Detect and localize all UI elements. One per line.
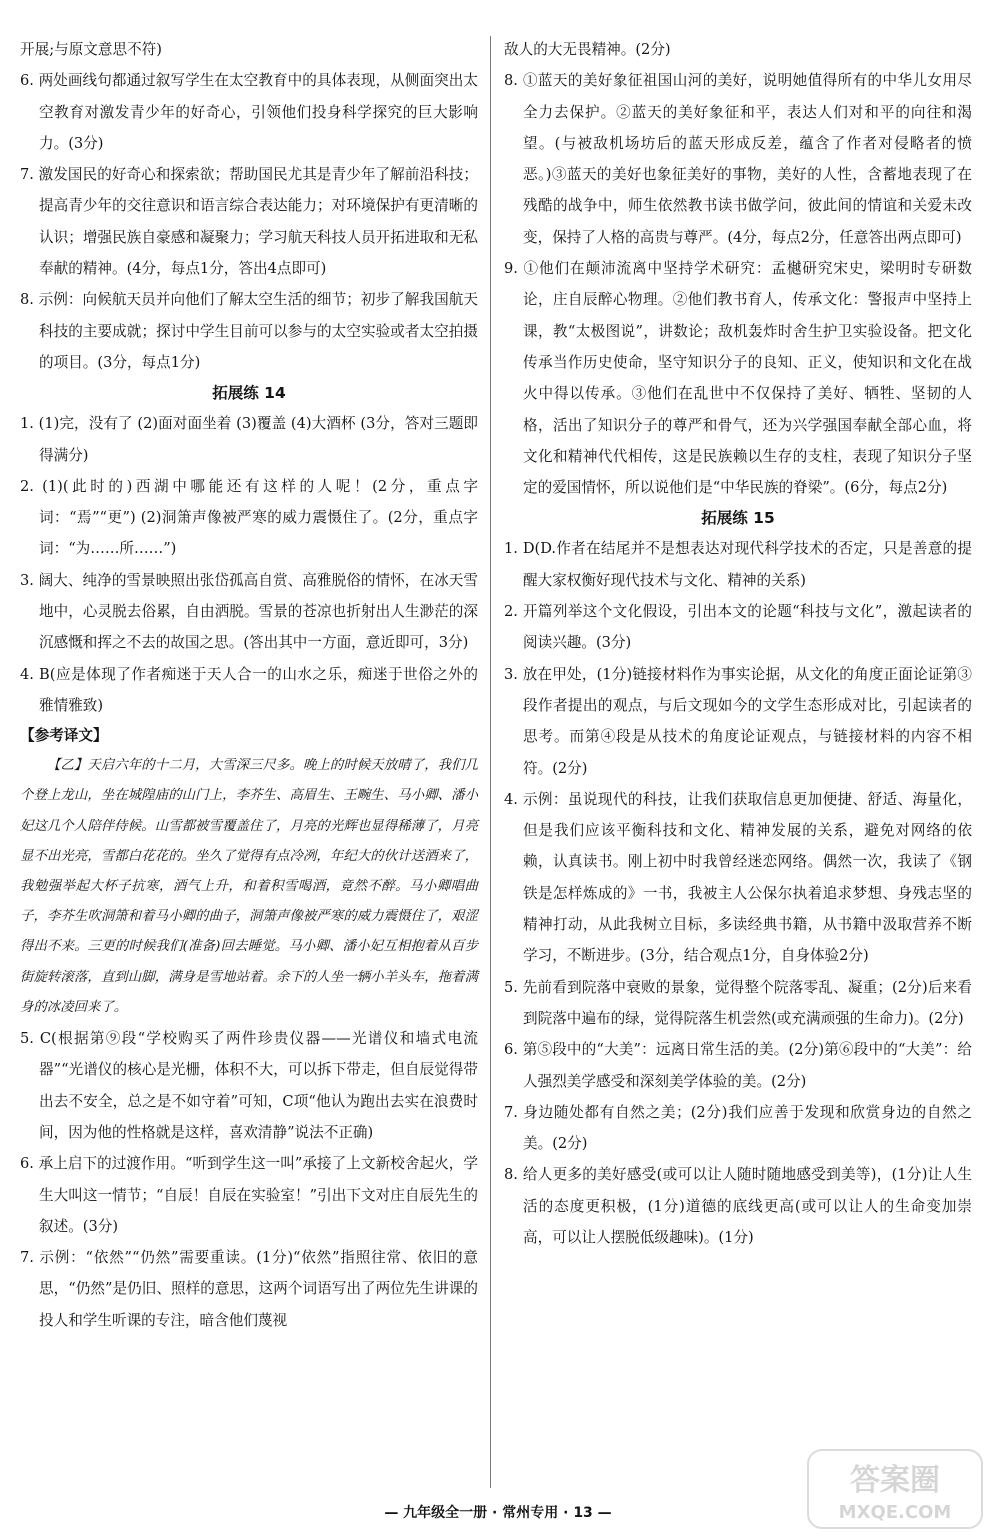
answer-item: 1. D(D.作者在结尾并不是想表达对现代科学技术的否定，只是善意的提醒大家权衡好现代技术与文化、精神的关系) (504, 540, 972, 589)
answer-item: 3. 阔大、纯净的雪景映照出张岱孤高自赏、高雅脱俗的情怀，在冰天雪地中，心灵脱去俗累，自由洒脱。雪景的苍凉也折射出人生渺茫的深沉感慨和挥之不去的故国之思。(答出其中一方面，意近即可，3分) (20, 571, 478, 652)
left-column (20, 34, 478, 1336)
watermark-line1: 答案圈 (850, 1463, 940, 1498)
answer-item: 7. 身边随处都有自然之美；(2分)我们应善于发现和欣赏身边的自然之美。(2分) (504, 1103, 972, 1153)
answer-item: 2. 开篇列举这个文化假设，引出本文的论题“科技与文化”，激起读者的阅读兴趣。(3分) (504, 603, 972, 652)
watermark-line2: MXQE.COM (838, 1502, 952, 1523)
reference-translation-text: 【乙】天启六年的十二月，大雪深三尺多。晚上的时候天放晴了，我们几个登上龙山，坐在城隍庙的山门上，李芥生、高眉生、王畹生、马小卿、潘小妃这几个人陪伴侍候。山雪都被雪覆盖住了，月亮的光辉也显得稀薄了，月亮显不出光亮，雪都白花花的。坐久了觉得有点冷冽，年纪大的伙计送酒来了，我勉强举起大杯子抗寒，酒气上升，和着积雪喝酒，竟然不醉。马小卿唱曲子，李芥生吹洞箫和着马小卿的曲子，洞箫声像被严寒的威力震慑住了，艰涩得出不来。三更的时候我们(准备)回去睡觉。马小卿、潘小妃互相抱着从百步街旋转滚落，直到山脚，满身是雪地站着。余下的人坐一辆小羊头车，拖着满身的冰凌回来了。 (20, 758, 478, 1015)
answer-item: 3. 放在甲处，(1分)链接材料作为事实论据，从文化的角度正面论证第③段作者提出的观点，与后文现如今的文学生态形成对比，引起读者的思考。而第④段是从技术的角度论证观点，与链接材料的内容不相符。(2分) (504, 665, 972, 777)
section-title-15: 拓展练 15 (701, 509, 775, 528)
section-title-14: 拓展练 14 (212, 384, 286, 403)
answer-item: 4. 示例：虽说现代的科技，让我们获取信息更加便捷、舒适、海量化，但是我们应该平衡科技和文化、精神发展的关系，避免对网络的依赖，认真读书。刚上初中时我曾经迷恋网络。偶然一次，我读了《钢铁是怎样炼成的》一书，我被主人公保尔执着追求梦想、身残志坚的精神打动，从此我树立目标，多读经典书籍，从书籍中汲取营养不断学习，不断进步。(3分，结合观点1分，自身体验2分) (504, 790, 972, 965)
answer-item: 5. C(根据第⑨段“学校购买了两件珍贵仪器——光谱仪和墙式电流器”“光谱仪的核心是光栅，体积不大，可以拆下带走，但自辰觉得带出去不安全，总之是不如守着”可知，C项“他认为跑出去实在浪费时间，因为他的性格就是这样，喜欢清静”说法不正确) (20, 1030, 478, 1141)
answer-item: 1. (1)完，没有了 (2)面对面坐着 (3)覆盖 (4)大酒杯 (3分，答对三题即得满分) (20, 415, 478, 464)
answer-item: 8. 给人更多的美好感受(或可以让人随时随地感受到美等)，(1分)让人生活的态度更积极，(1分)道德的底线更高(或可以让人的生命变加崇高，可以让人摆脱低级趣味)。(1分) (504, 1166, 972, 1246)
answer-item: 7. 示例：“依然”“仍然”需要重读。(1分)“依然”指照往常、依旧的意思，“仍然”是仍旧、照样的意思，这两个词语写出了两位先生讲课的投人和学生听课的专注，暗含他们蔑视 (20, 1249, 478, 1329)
answer-item: 2. (1)(此时的)西湖中哪能还有这样的人呢！(2分，重点字词：“焉”“更”) (2)洞箫声像被严寒的威力震慑住了。(2分，重点字词：“为……所……”) (20, 477, 478, 558)
answer-item: 8. ①蓝天的美好象征祖国山河的美好，说明她值得所有的中华儿女用尽全力去保护。②蓝天的美好象征和平，表达人们对和平的向往和渴望。(与被敌机场坊后的蓝天形成反差，蕴含了作者对侵略者的愤恶。)③蓝天的美好也象征美好的事物，美好的人性，含蓄地表现了在残酷的战争中，师生依然教书读书做学问，彼此间的情谊和关爱未改变，保持了人格的高贵与尊严。(4分，每点2分，任意答出两点即可) (504, 72, 972, 246)
answer-item: 开展;与原文意思不符) (20, 41, 162, 58)
answer-item: 7. 激发国民的好奇心和探索欲；帮助国民尤其是青少年了解前沿科技；提高青少年的交往意识和语言综合表达能力；对环境保护有更清晰的认识；增强民族自豪感和凝聚力；学习航天科技人员开拓进取和无私奉献的精神。(4分，每点1分，答出4点即可) (20, 166, 478, 278)
answer-item: 4. B(应是体现了作者痴迷于天人合一的山水之乐，痴迷于世俗之外的雅情雅致) (20, 665, 478, 714)
reference-translation-heading: 【参考译文】 (20, 727, 108, 745)
answer-item: 6. 两处画线句都通过叙写学生在太空教育中的具体表现，从侧面突出太空教育对激发青少年的好奇心，引领他们投身科学探究的巨大影响力。(3分) (20, 72, 478, 152)
answer-item: 6. 承上启下的过渡作用。“听到学生这一叫”承接了上文新校舍起火，学生大叫这一情节；“自辰！自辰在实验室！”引出下文对庄自辰先生的叙述。(3分) (20, 1155, 478, 1235)
answer-item: 9. ①他们在颠沛流离中坚持学术研究：孟樾研究宋史，梁明时专研数论，庄自辰醉心物理。②他们教书育人，传承文化：警报声中坚持上课，教“太极图说”，讲数论；敌机轰炸时舍生护卫实验设备。把文化传承当作历史使命，坚守知识分子的良知、正义，使知识和文化在战火中得以传承。③他们在乱世中不仅保持了美好、牺牲、坚韧的人格，活出了知识分子的尊严和骨气，还为兴学强国奉献全部心血，将文化和精神代代相传，这是民族赖以生存的支柱，表现了知识分子坚定的爱国情怀，所以说他们是“中华民族的脊梁”。(6分，每点2分) (504, 260, 972, 497)
column-divider (490, 36, 491, 1488)
answer-item: 敌人的大无畏精神。(2分) (504, 41, 671, 58)
answer-item: 8. 示例：向候航天员并向他们了解太空生活的细节；初步了解我国航天科技的主要成就；探讨中学生目前可以参与的太空实验或者太空拍摄的项目。(3分，每点1分) (20, 291, 478, 371)
answer-item: 5. 先前看到院落中衰败的景象，觉得整个院落零乱、凝重；(2分)后来看到院落中遍布的绿，觉得院落生机尝然(或充满顽强的生命力)。(2分) (504, 978, 972, 1027)
page-footer: — 九年级全一册 · 常州专用 · 13 — (384, 1505, 612, 1521)
watermark-logo (806, 1448, 984, 1530)
answer-item: 6. 第⑤段中的“大美”：远离日常生活的美。(2分)第⑥段中的“大美”：给人强烈美学感受和深刻美学体验的美。(2分) (504, 1041, 972, 1090)
right-column (504, 34, 972, 1253)
